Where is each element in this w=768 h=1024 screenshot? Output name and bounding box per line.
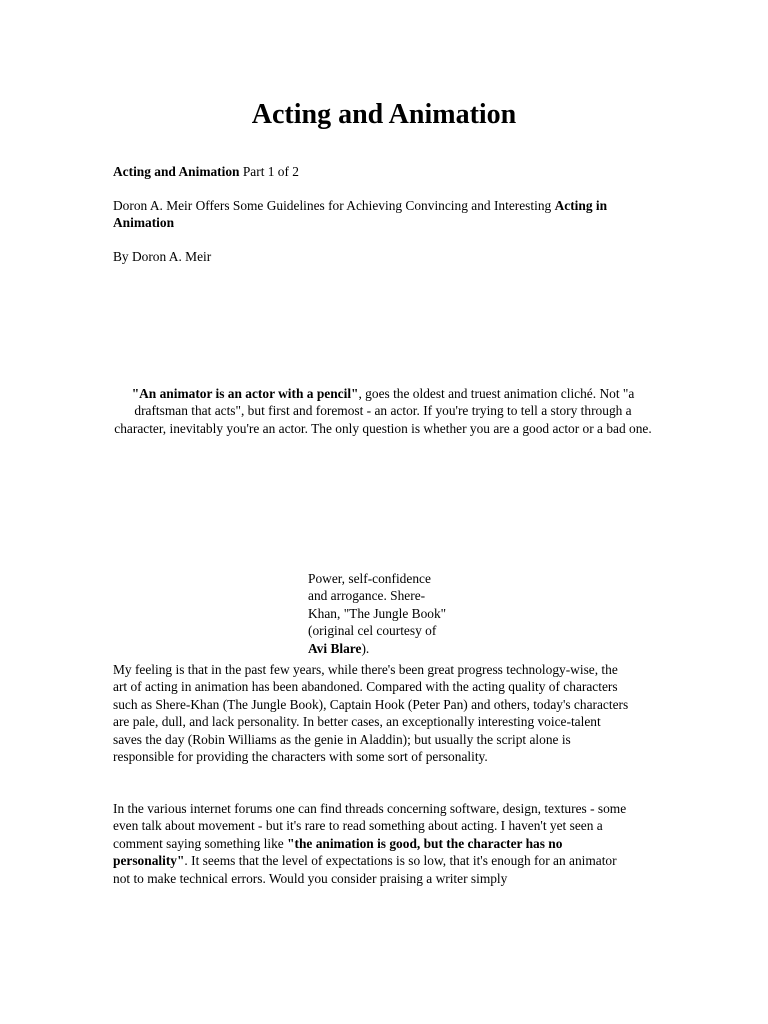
subtitle-part-text: Part 1 of 2 — [239, 164, 300, 179]
article-tagline — [113, 197, 658, 232]
caption-end: ). — [361, 640, 370, 656]
caption-credit: Avi Blare — [308, 640, 362, 656]
quote-bold-text: "An animator is an actor with a pencil" — [131, 386, 359, 401]
body-paragraph-2 — [113, 800, 633, 887]
body2-text-b: . It seems that the level of expectations is so low, that it's enough for an animator not to make technical errors. Would you consider praising a writer simply — [113, 853, 617, 886]
article-title: Acting and Animation — [251, 99, 517, 130]
image-caption — [308, 570, 453, 657]
quote-text: , goes the oldest and truest animation cliché. Not "a draftsman that acts", but first and foremost - an actor. If you're trying to tell a story through a character, inevitably you're an actor. The only question is whether you are a good actor or a bad one. — [114, 386, 652, 436]
article-byline: By Doron A. Meir — [113, 249, 212, 264]
body2-bold-quote: "the animation is good, but the character has no personality" — [113, 835, 563, 869]
caption-text: Power, self-confidence and arrogance. Shere-Khan, "The Jungle Book" (original cel courtesy of — [308, 571, 447, 639]
article-subtitle — [113, 163, 658, 180]
body2-text-a: In the various internet forums one can find threads concerning software, design, textures - some even talk about movement - but it's rare to read something about acting. I haven't yet seen a comment saying something like — [113, 801, 627, 851]
subtitle-bold-text: Acting and Animation — [113, 164, 240, 179]
opening-quote — [113, 385, 653, 437]
tagline-text: Doron A. Meir Offers Some Guidelines for Achieving Convincing and Interesting — [113, 198, 555, 213]
tagline-bold-text: Acting in Animation — [113, 198, 608, 231]
body-paragraph-1: My feeling is that in the past few years, while there's been great progress technology-wise, the art of acting in animation has been abandoned. Compared with the acting quality of characters such as Shere-Khan (The Jungle Book), Captain Hook (Peter Pan) and others, today's characters are pale, dull, and lack personality. In better cases, an exceptionally interesting voice-talent saves the day (Robin Williams as the genie in Aladdin); but usually the script alone is responsible for providing the characters with some sort of personality. — [113, 662, 629, 765]
